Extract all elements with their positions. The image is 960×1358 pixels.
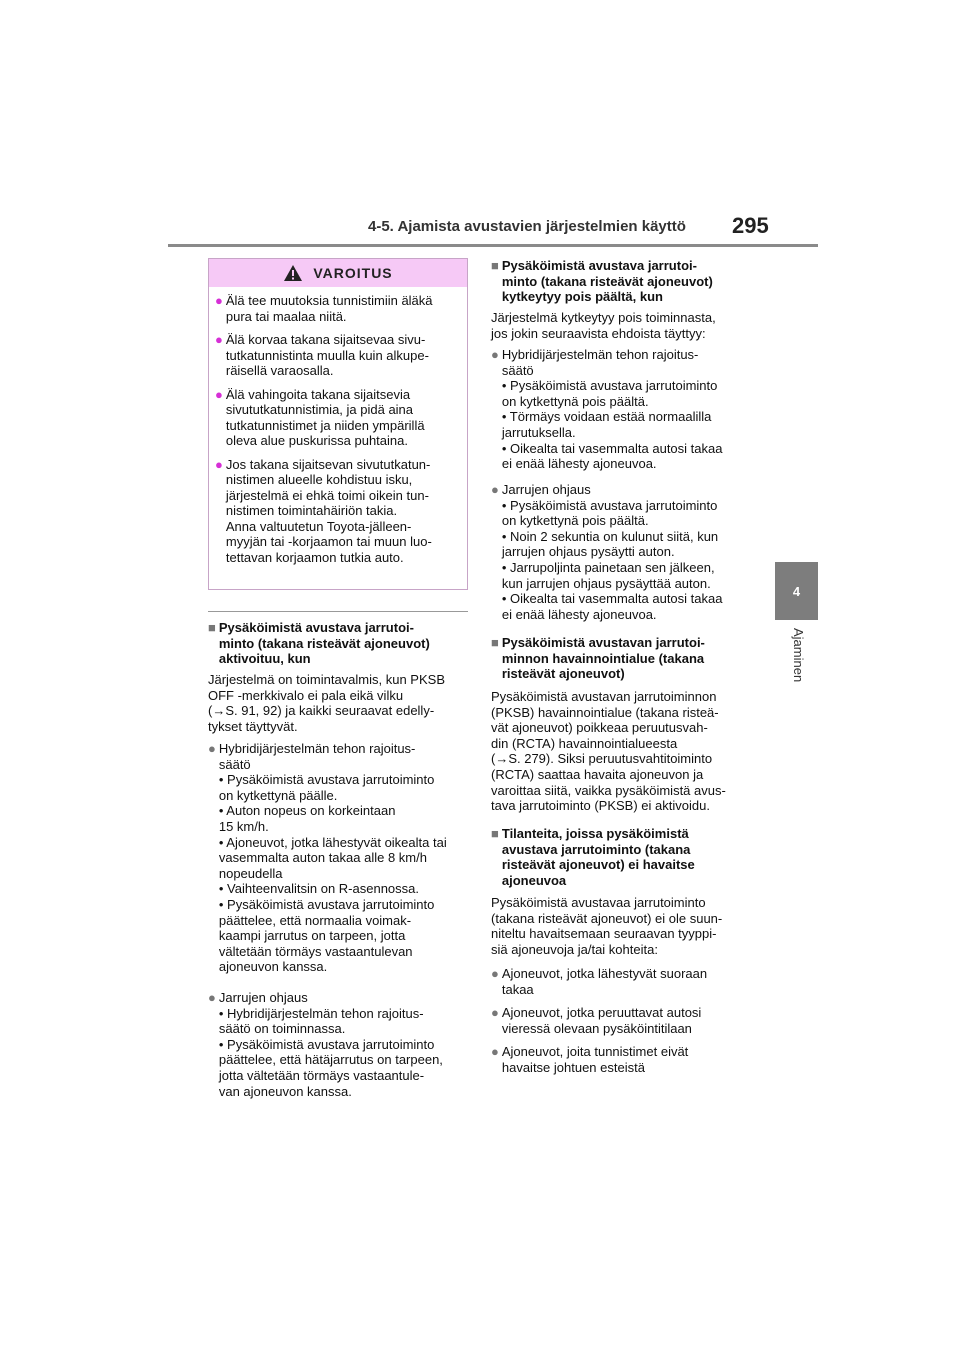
warning-box	[208, 258, 468, 590]
bullet-block: ● Ajoneuvot, jotka lähestyvät suoraan takaa	[491, 966, 708, 997]
section-title: 4-5. Ajamista avustavien järjestelmien käyttö	[368, 218, 686, 235]
square-bullet-icon: ■	[491, 258, 499, 273]
section-heading: ■ Pysäköimistä avustavan jarrutoi- minnon havainnointialue (takana risteävät ajoneuvot)	[491, 635, 705, 681]
section-heading: ■ Tilanteita, joissa pysäköimistä avustava jarrutoiminto (takana risteävät ajoneuvot) ei havaitse ajoneuvoa	[491, 826, 695, 888]
warning-item: ● Jos takana sijaitsevan sivututkatun- nistimen alueelle kohdistuu isku, järjestelmä ei ehkä toimi oikein tun- nistimen toimintahäiriön takia. Anna valtuutetun Toyota-jälleen- myyjän tai -korjaamon tai muun luo- tettavan korjaamon tutkia auto.	[215, 456, 432, 565]
square-bullet-icon: ■	[491, 635, 499, 650]
bullet-block: ● Ajoneuvot, jotka peruuttavat autosi vieressä olevaan pysäköintitilaan	[491, 1005, 702, 1036]
bullet-icon: ●	[215, 456, 223, 472]
square-bullet-icon: ■	[491, 826, 499, 841]
section-divider	[208, 611, 468, 612]
bullet-block: ● Jarrujen ohjaus • Hybridijärjestelmän tehon rajoitus- säätö on toiminnassa. • Pysäköimistä avustava jarrutoiminto päättelee, että hätäjarrutus on tarpeen, jotta vältetään törmäys vastaantule- van ajoneuvon kanssa.	[208, 990, 443, 1099]
bullet-icon: ●	[215, 293, 223, 308]
bullet-icon: ●	[491, 1005, 499, 1020]
paragraph: Pysäköimistä avustavan jarrutoiminnon (PKSB) havainnointialue (takana risteä- vät ajoneuvot) poikkeaa peruutusvah- din (RCTA) havainnointialueesta (→S. 279). Siksi peruutusvahtitoiminto (RCTA) saattaa havaita ajoneuvon ja varoittaa siitä, vaikka pysäköimistä avus- tava jarrutoiminto (PKSB) ei aktivoidu.	[491, 689, 726, 814]
warning-header	[209, 259, 467, 287]
bullet-icon: ●	[208, 990, 216, 1005]
bullet-icon: ●	[491, 966, 499, 981]
bullet-icon: ●	[491, 1044, 499, 1059]
warning-item: ● Älä tee muutoksia tunnistimiin äläkä pura tai maalaa niitä.	[215, 293, 433, 324]
chapter-number: 4	[792, 583, 801, 599]
bullet-icon: ●	[491, 482, 499, 497]
square-bullet-icon: ■	[208, 620, 216, 635]
header-divider	[168, 244, 818, 247]
section-heading: ■ Pysäköimistä avustava jarrutoi- minto (takana risteävät ajoneuvot) aktivoituu, kun	[208, 620, 430, 666]
bullet-block: ● Hybridijärjestelmän tehon rajoitus- säätö • Pysäköimistä avustava jarrutoiminto on kytkettynä päälle. • Auton nopeus on korkeintaan 15 km/h. • Ajoneuvot, jotka lähestyvät oikealta tai vasemmalta auton takaa alle 8 km/h nopeudella • Vaihteenvalitsin on R-asennossa. • Pysäköimistä avustava jarrutoiminto päättelee, että normaalia voimak- kaampi jarrutus on tarpeen, jotta vältetään törmäys vastaantulevan ajoneuvon kanssa.	[208, 741, 447, 975]
bullet-icon: ●	[215, 386, 223, 402]
paragraph: Pysäköimistä avustavaa jarrutoiminto (takana risteävät ajoneuvot) ei ole suun- niteltu havaitsemaan seuraavan tyyppi- siä ajoneuvoja ja/tai kohteita:	[491, 895, 723, 957]
bullet-icon: ●	[491, 347, 499, 362]
bullet-icon: ●	[208, 741, 216, 756]
warning-item: ● Älä korvaa takana sijaitsevaa sivu- tutkatunnistinta muulla kuin alkupe- räisellä varaosalla.	[215, 332, 429, 378]
page-number: 295	[732, 213, 769, 238]
bullet-block: ● Jarrujen ohjaus • Pysäköimistä avustava jarrutoiminto on kytkettynä pois päältä. • Noin 2 sekuntia on kulunut siitä, kun jarrujen ohjaus pysäytti auton. • Jarrupoljinta painetaan sen jälkeen, kun jarrujen ohjaus pysäyttää auton. • Oikealta tai vasemmalta autosi takaa ei enää lähesty ajoneuvoa.	[491, 482, 723, 622]
warning-item: ● Älä vahingoita takana sijaitsevia sivututkatunnistimia, ja pidä aina tutkatunnistimet ja niiden ympärillä oleva alue puskurissa puhtaina.	[215, 386, 425, 448]
warning-title: VAROITUS	[313, 265, 393, 281]
bullet-block: ● Hybridijärjestelmän tehon rajoitus- säätö • Pysäköimistä avustava jarrutoiminto on kytkettynä pois päältä. • Törmäys voidaan estää normaalilla jarrutuksella. • Oikealta tai vasemmalta autosi takaa ei enää lähesty ajoneuvoa.	[491, 347, 723, 472]
bullet-block: ● Ajoneuvot, joita tunnistimet eivät havaitse johtuen esteistä	[491, 1044, 689, 1075]
bullet-icon: ●	[215, 332, 223, 347]
paragraph: Järjestelmä kytkeytyy pois toiminnasta, jos jokin seuraavista ehdoista täyttyy:	[491, 310, 716, 341]
chapter-label: Ajaminen	[791, 628, 806, 683]
section-heading: ■ Pysäköimistä avustava jarrutoi- minto (takana risteävät ajoneuvot) kytkeytyy pois päältä, kun	[491, 258, 713, 304]
paragraph: Järjestelmä on toimintavalmis, kun PKSB OFF -merkkivalo ei pala eikä vilku (→S. 91, 92) ja kaikki seuraavat edelly- tykset täyttyvät.	[208, 672, 445, 734]
chapter-tab	[775, 562, 818, 620]
warning-triangle-icon	[283, 264, 303, 282]
